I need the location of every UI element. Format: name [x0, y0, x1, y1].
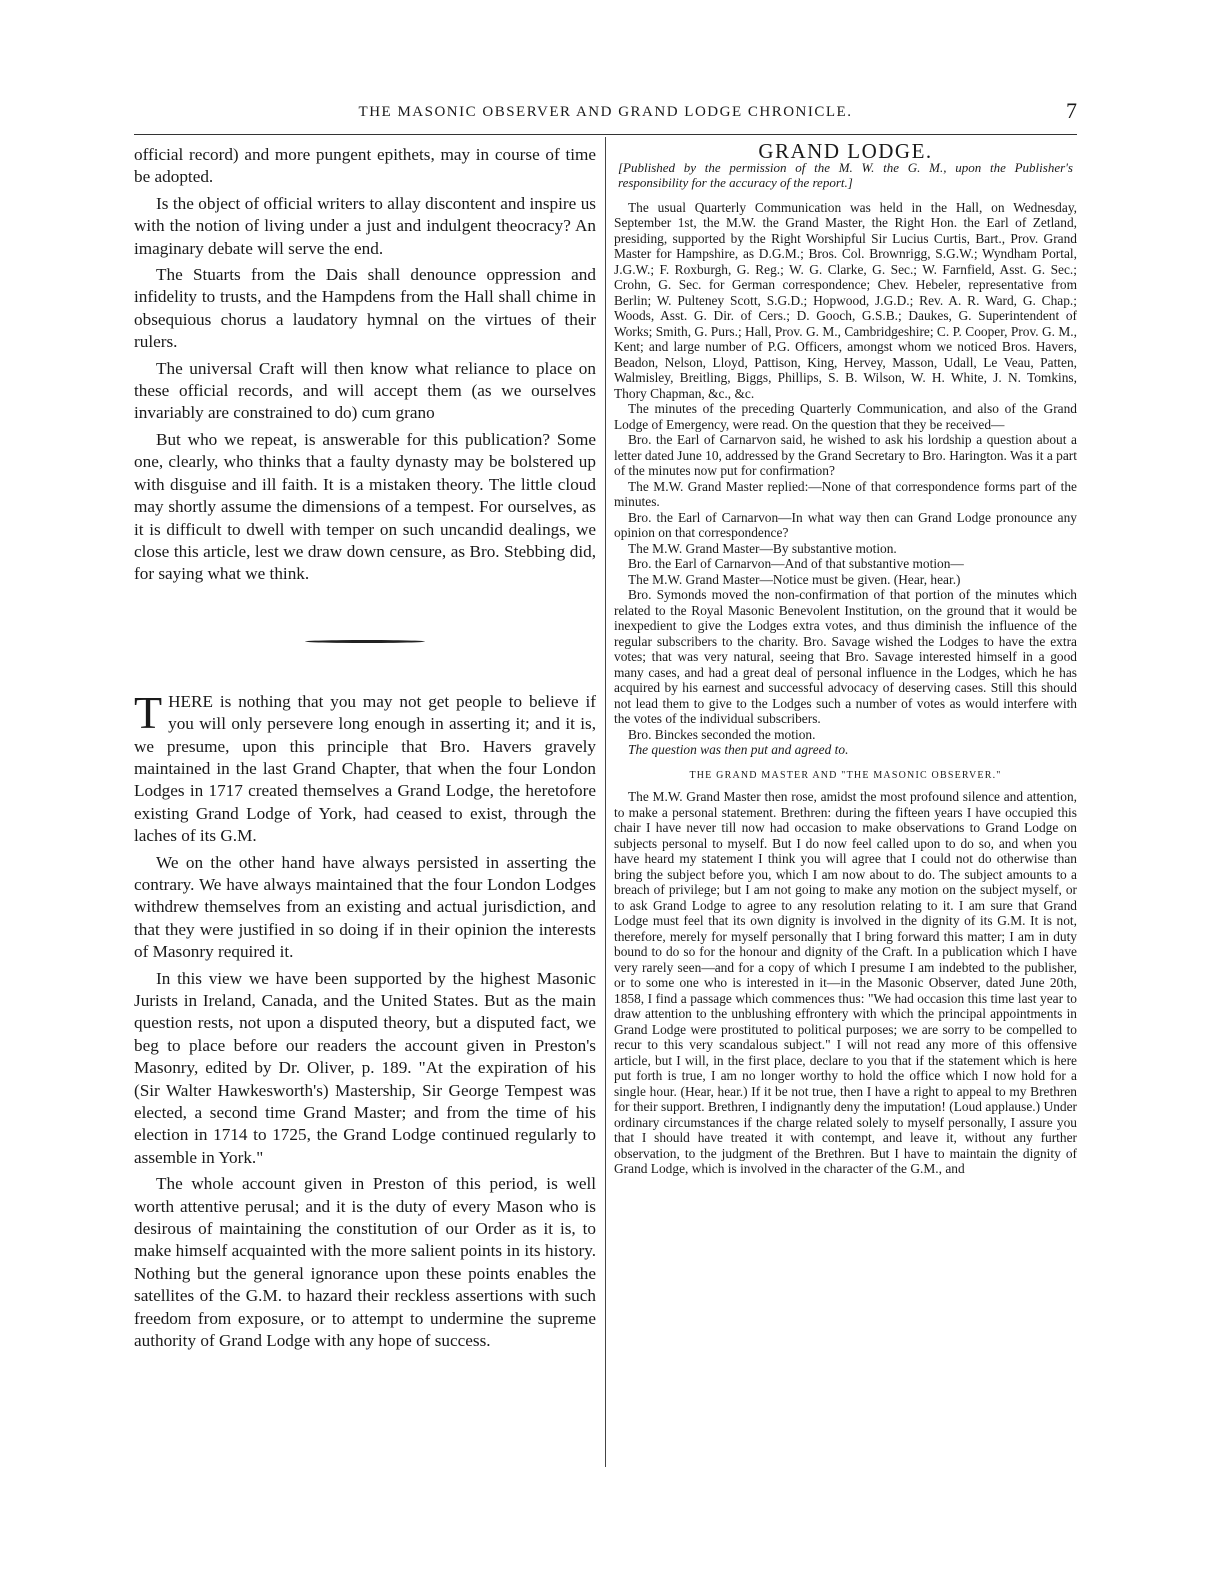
paragraph: The M.W. Grand Master—Notice must be given. (Hear, hear.): [628, 571, 961, 587]
paragraph: But who we repeat, is answerable for this publication? Some one, clearly, who thinks that a faulty dynasty may be bolstered up with disguise and ill faith. It is a mistaken theory. The little cloud may shortly assume the dimensions of a tempest. For ourselves, as it is difficult to dwell with temper on such uncandid dealings, we close this article, lest we draw down censure, as Bro. Stebbing did, for saying what we think.: [134, 429, 596, 584]
paragraph: Bro. the Earl of Carnarvon said, he wished to ask his lordship a question about a letter dated June 10, addressed by the Grand Secretary to Bro. Harington. Was it a part of the minutes now put for confirmation?: [614, 432, 1077, 478]
ornamental-rule: [305, 638, 425, 645]
paragraph: Bro. Symonds moved the non-confirmation of that portion of the minutes which related to the Royal Masonic Benevolent Institution, on the ground that it would be inexpedient to give the Lodges extra votes, and thus diminish the influence of the regular subscribers to the charity. Bro. Savage wished the Lodges to have the extra votes; that was very natural, seeing that Bro. Savage interested himself in a good many cases, and had a great deal of personal influence in the Lodges, which he has acquired by his earnest and successful advocacy of deserving cases. Still this should not lead them to give to the Lodges such a number of votes as would interfere with the votes of the individual subscribers.: [614, 587, 1077, 726]
left-column: [134, 144, 596, 1357]
paragraph: The whole account given in Preston of this period, is well worth attentive perusal; and it is the duty of every Mason who is desirous of maintaining the constitution of our Order as it is, to make himself acquainted with the more salient points in its history. Nothing but the general ignorance upon these points enables the satellites of the G.M. to hazard their reckless assertions with such freedom from exposure, or to attempt to undermine the supreme authority of Grand Lodge with any hope of success.: [134, 1174, 596, 1351]
paragraph: The minutes of the preceding Quarterly Communication, and also of the Grand Lodge of Emergency, were read. On the question that they be received—: [614, 401, 1077, 432]
publication-notice: [Published by the permission of the M. W. the G. M., upon the Publisher's responsibility for the accuracy of the report.]: [618, 159, 1073, 190]
paragraph: The M.W. Grand Master replied:—None of that correspondence forms part of the minutes.: [614, 478, 1077, 509]
article-lead-text: HERE is nothing that you may not get people to believe if you will only persevere long enough in asserting it; and it is, we presume, upon this principle that Bro. Havers gravely maintained in the last Grand Chapter, that when the four London Lodges in 1717 created themselves a Grand Lodge, the heretofore existing Grand Lodge of York, had ceased to exist, through the laches of its G.M.: [134, 691, 596, 846]
column-rule: [605, 137, 606, 1467]
running-title: THE MASONIC OBSERVER AND GRAND LODGE CHRONICLE.: [358, 104, 853, 120]
page-number: 7: [1066, 98, 1077, 123]
paragraph: Bro. the Earl of Carnarvon—In what way then can Grand Lodge pronounce any opinion on that correspondence?: [614, 509, 1077, 540]
paragraph: In this view we have been supported by the highest Masonic Jurists in Ireland, Canada, and the United States. But as the main question rests, not upon a disputed theory, but a disputed fact, we beg to place before our readers the account given in Preston's Masonry, edited by Dr. Oliver, p. 189. "At the expiration of his (Sir Walter Hawkesworth's) Mastership, Sir George Tempest was elected, a second time Grand Master; and from the time of his election in 1714 to 1725, the Grand Lodge continued regularly to assemble in York.": [134, 968, 596, 1167]
right-column: [614, 139, 1077, 1177]
article-lead-paragraph: [134, 686, 596, 848]
paragraph: We on the other hand have always persisted in asserting the contrary. We have always maintained that the four London Lodges withdrew themselves from an existing and actual jurisdiction, and that they were justified in so doing if in their opinion the interests of Masonry required it.: [134, 852, 596, 962]
paragraph: The M.W. Grand Master—By substantive motion.: [628, 540, 897, 556]
paragraph: The usual Quarterly Communication was held in the Hall, on Wednesday, September 1st, the M.W. the Grand Master, the Right Hon. the Earl of Zetland, presiding, supported by the Right Worshipful Sir Lucius Curtis, Bart., Prov. Grand Master for Hampshire, as D.G.M.; Bros. Col. Brownrigg, S.G.W.; Wyndham Portal, J.G.W.; F. Roxburgh, G. Reg.; W. G. Clarke, G. Sec.; W. Farnfield, Asst. G. Sec.; Crohn, G. Sec. for German correspondence; Chev. Hebeler, representative from Berlin; W. Pulteney Scott, S.G.D.; Hopwood, J.G.D.; Rev. A. R. Ward, G. Chap.; Woods, Asst. G. Dir. of Cers.; D. Gooch, G.S.B.; Daukes, G. Superintendent of Works; Smith, G. Purs.; Hall, Prov. G. M., Cambridgeshire; C. P. Cooper, Prov. G. M., Kent; and large number of P.G. Officers, amongst whom we noticed Bros. Havers, Beadon, Nelson, Lloyd, Pattison, King, Hervey, Masson, Udall, Le Veau, Patten, Walmisley, Breitling, Biggs, Phillips, S. B. Wilson, W. H. White, J. N. Tomkins, Thory Chapman, &c., &c.: [614, 199, 1077, 401]
section-title: GRAND LODGE.: [758, 139, 933, 163]
paragraph: Bro. Binckes seconded the motion.: [628, 726, 816, 742]
paragraph: Is the object of official writers to allay discontent and inspire us with the notion of living under a just and indulgent theocracy? An imaginary debate will serve the end.: [134, 193, 596, 258]
running-head: [134, 98, 1077, 126]
drop-cap: T: [134, 686, 163, 738]
paragraph: Bro. the Earl of Carnarvon—And of that substantive motion—: [628, 556, 964, 571]
paragraph: The question was then put and agreed to.: [628, 742, 849, 757]
paragraph: official record) and more pungent epithets, may in course of time be adopted.: [134, 145, 596, 187]
statement-paragraph: The M.W. Grand Master then rose, amidst the most profound silence and attention, to make a personal statement. Brethren: during the fifteen years I have occupied this chair I have never till now had occasion to make observations to Grand Lodge on subjects personal to myself. But I do now feel called upon to do so, and when you have heard my statement I think you will agree that I could not do otherwise than bring the subject before you, which I am now about to do. The subject amounts to a breach of privilege; but I am not going to make any motion on the subject myself, or to ask Grand Lodge to agree to any resolution relating to it. I am sure that Grand Lodge must feel that its own dignity is involved in the dignity of its G.M. It is not, therefore, merely for myself personally that I bring forward this matter; I am in duty bound to do so for the honour and dignity of the Craft. In a publication which I have very rarely seen—and for a copy of which I presume I am indebted to the publisher, or to some one who is interested in it—in the Masonic Observer, dated June 20th, 1858, I find a passage which commences thus: "We had occasion this time last year to draw attention to the unblushing effrontery with which the principal appointments in Grand Lodge were prostituted to political purposes; we are sorry to be compelled to recur to this very scandalous subject." I will not read any more of this offensive article, but I will, in the first place, declare to you that if the statement which is here put forth is true, I am no longer worthy to hold the office which I now hold for a single hour. (Hear, hear.) If it be not true, then I have a right to appeal to my Brethren for their support. Brethren, I indignantly deny the imputation! (Loud applause.) Under ordinary circumstances if the charge related solely to myself personally, I assure you that I should have treated it with contempt, and leave it, without any further observation, to the judgment of the Brethren. But I have to maintain the dignity of Grand Lodge, which is involved in the character of the G.M., and: [614, 789, 1077, 1176]
subheading: THE GRAND MASTER AND "THE MASONIC OBSERVER.": [689, 769, 1002, 781]
paragraph: The Stuarts from the Dais shall denounce oppression and infidelity to trusts, and the Hampdens from the Hall shall chime in obsequious chorus a laudatory hymnal on the virtues of their rulers.: [134, 265, 596, 352]
paragraph: The universal Craft will then know what reliance to place on these official records, and will accept them (as we ourselves invariably are constrained to do) cum grano: [134, 358, 596, 423]
header-rule: [134, 134, 1077, 135]
